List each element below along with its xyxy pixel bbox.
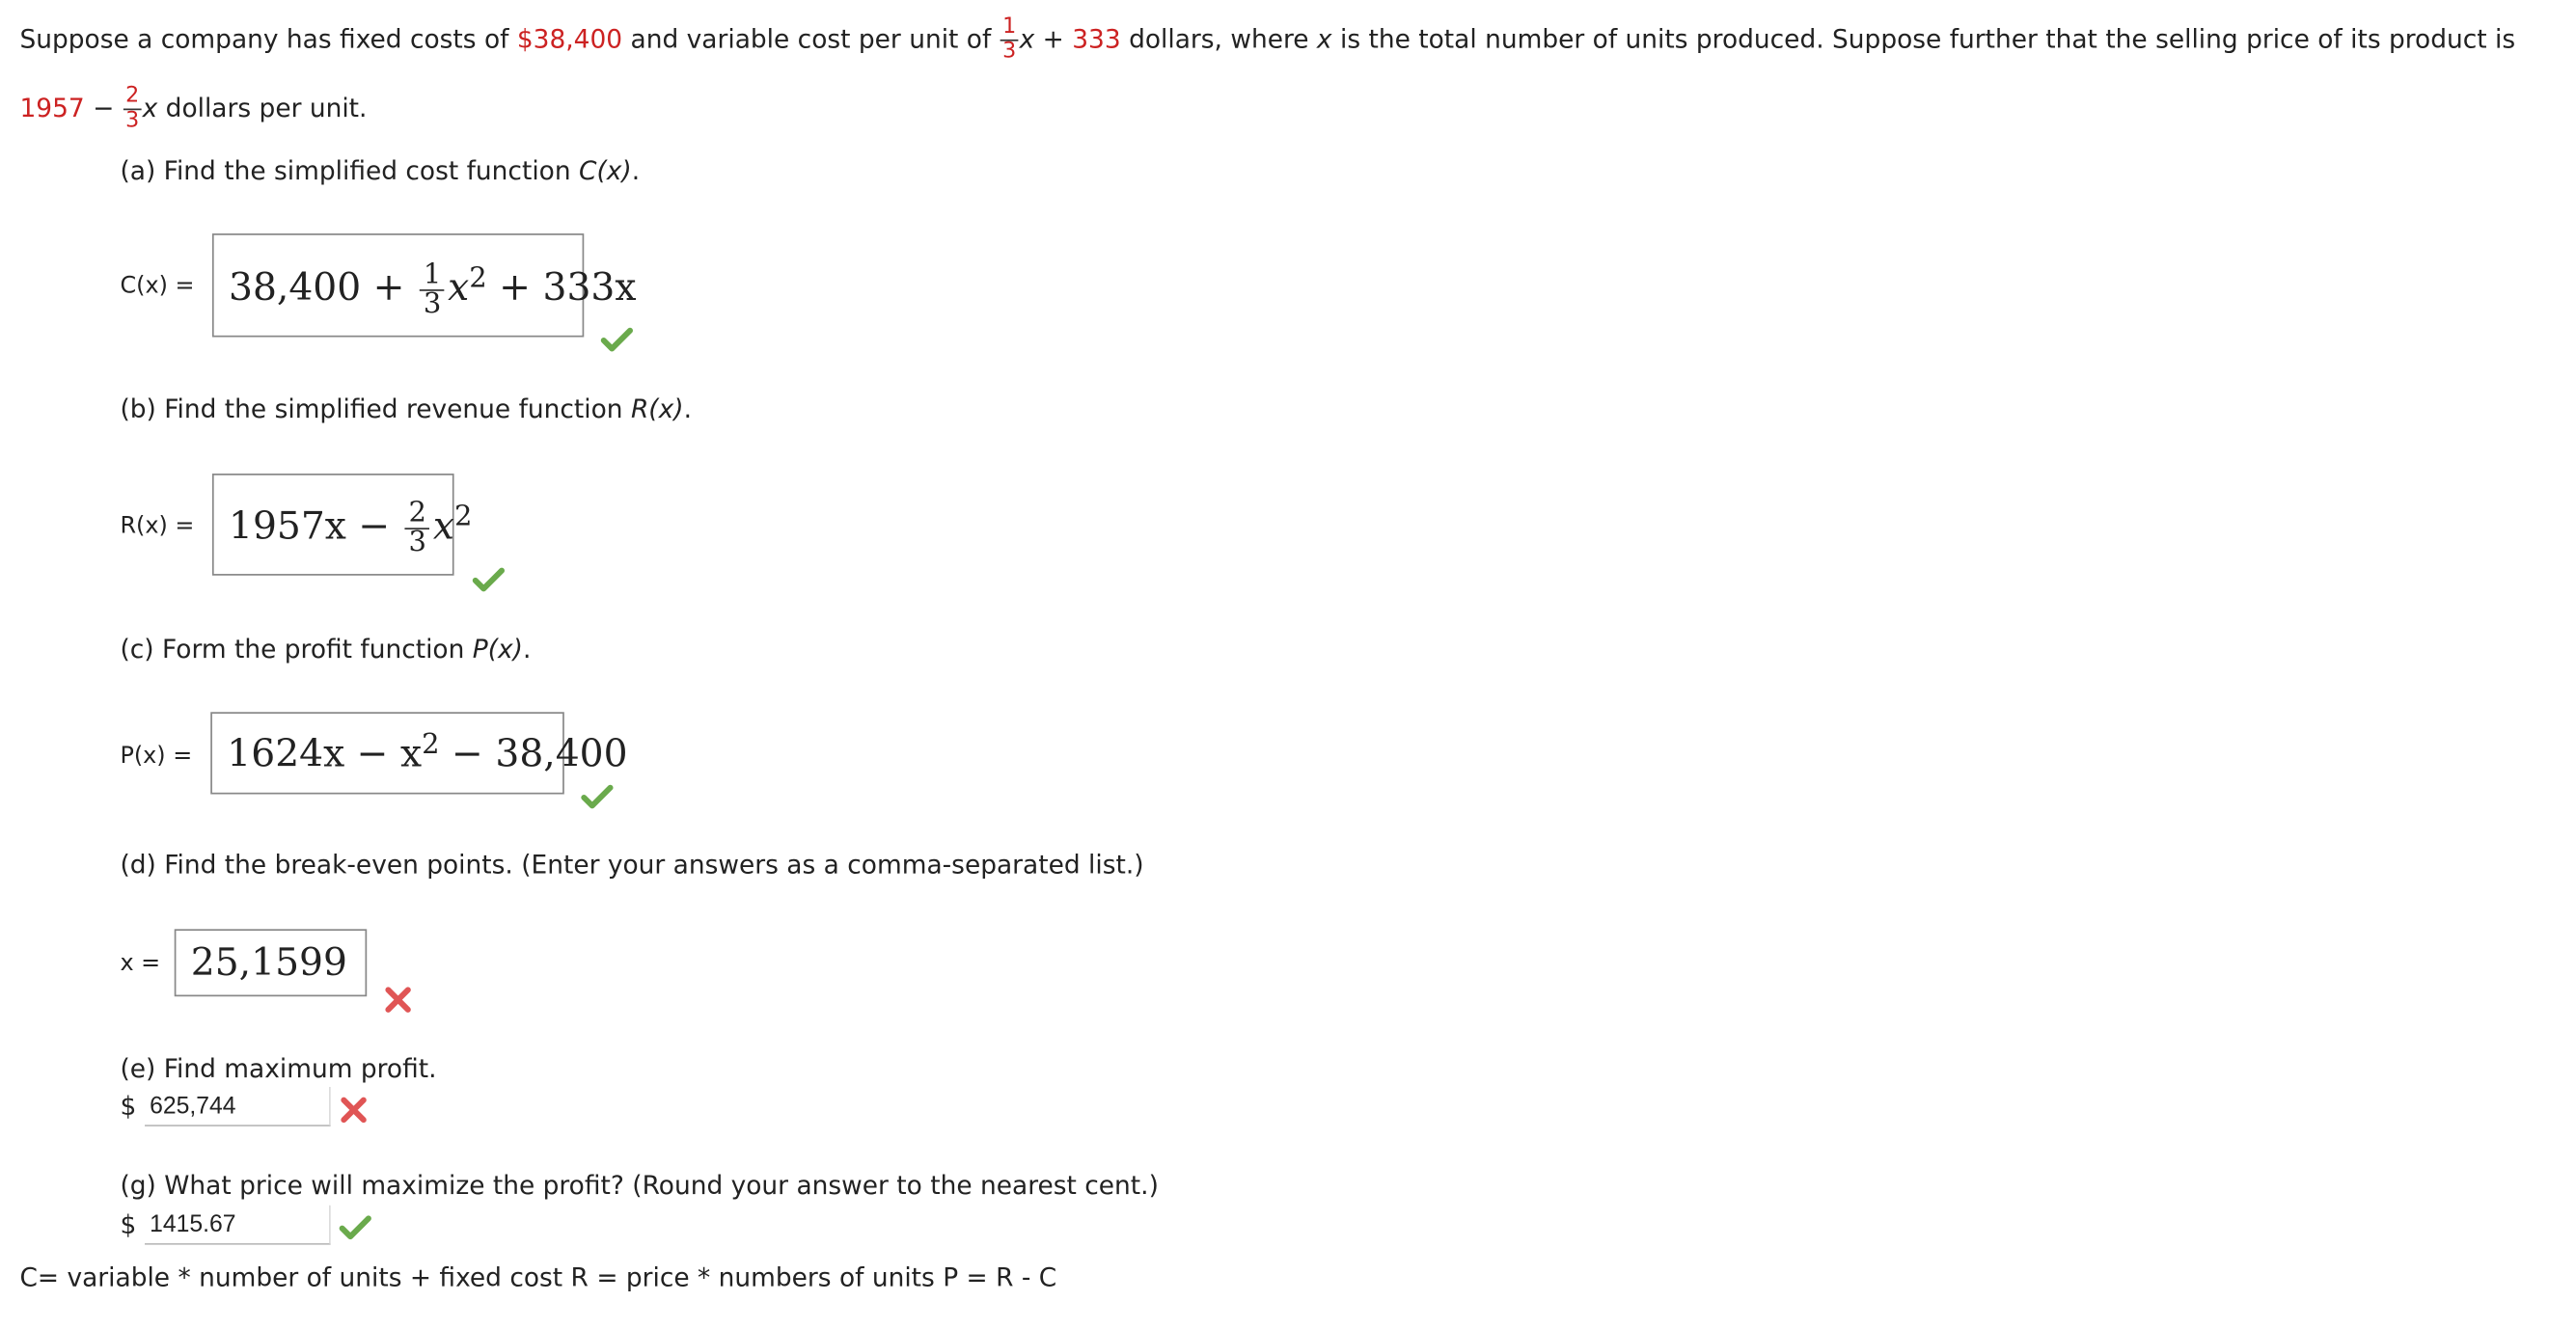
part-a-label: C(x) = — [120, 273, 195, 300]
dollar-sign: $ — [120, 1209, 137, 1240]
part-b-label: R(x) = — [120, 512, 195, 540]
max-profit-input[interactable] — [145, 1087, 331, 1126]
check-icon — [472, 566, 505, 592]
break-even-value: 25,1599 — [190, 941, 347, 986]
check-icon — [600, 326, 633, 352]
profit-function-expression: $1624x - x^2 - 38,400$ — [227, 728, 628, 776]
cross-icon — [383, 985, 413, 1015]
variable-x: x — [1019, 24, 1035, 55]
part-b-prompt: (b) Find the simplified revenue function R(x). — [120, 394, 693, 424]
student-note: C= variable * number of units + fixed cost R = price * numbers of units P = R - C — [19, 1262, 1057, 1293]
cost-function-expression: 38,400 + $\frac{1}{3}$ $x^2 + 333x$ — [228, 258, 637, 321]
cost-function-answer[interactable] — [212, 233, 637, 337]
part-g-prompt: (g) What price will maximize the profit? (Round your answer to the nearest cent.) — [120, 1170, 1159, 1201]
variable-cost-constant: 333 — [1072, 24, 1121, 55]
problem-text: Suppose a company has fixed costs of — [19, 24, 517, 55]
max-profit-price-input[interactable] — [145, 1206, 331, 1245]
part-c-prompt: (c) Form the profit function P(x). — [120, 635, 532, 664]
part-d-label: x = — [120, 950, 161, 977]
fixed-cost-value: $38,400 — [516, 24, 623, 55]
cross-icon — [339, 1096, 369, 1126]
problem-line-1: Suppose a company has fixed costs of $38,400 and variable cost per unit of $\frac{1}{3}$ x + 333 dollars, where x is the total number of units produced. Suppose further that the selling price of its product is — [19, 14, 2516, 65]
problem-line-2: 1957 − $\frac{2}{3}$ x dollars per unit. — [19, 83, 368, 134]
check-icon — [339, 1213, 371, 1239]
dollar-sign: $ — [120, 1092, 137, 1122]
part-c-label: P(x) = — [120, 743, 193, 770]
break-even-answer[interactable] — [175, 929, 367, 996]
part-a-prompt: (a) Find the simplified cost function C(x). — [120, 155, 641, 186]
profit-function-answer[interactable] — [210, 712, 628, 794]
revenue-function-expression: 1957x − $\frac{2}{3}$ $x^2$ — [228, 496, 473, 559]
check-icon — [581, 783, 614, 809]
problem-text: and variable cost per unit of — [622, 24, 1000, 55]
price-constant: 1957 — [19, 94, 85, 123]
revenue-function-answer[interactable] — [212, 474, 473, 576]
price-fraction: $\frac{2}{3}$ — [125, 83, 140, 134]
part-d-prompt: (d) Find the break-even points. (Enter your answers as a comma-separated list.) — [120, 850, 1144, 881]
part-e-prompt: (e) Find maximum profit. — [120, 1053, 437, 1084]
variable-cost-fraction: $\frac{1}{3}$ — [1002, 14, 1017, 65]
